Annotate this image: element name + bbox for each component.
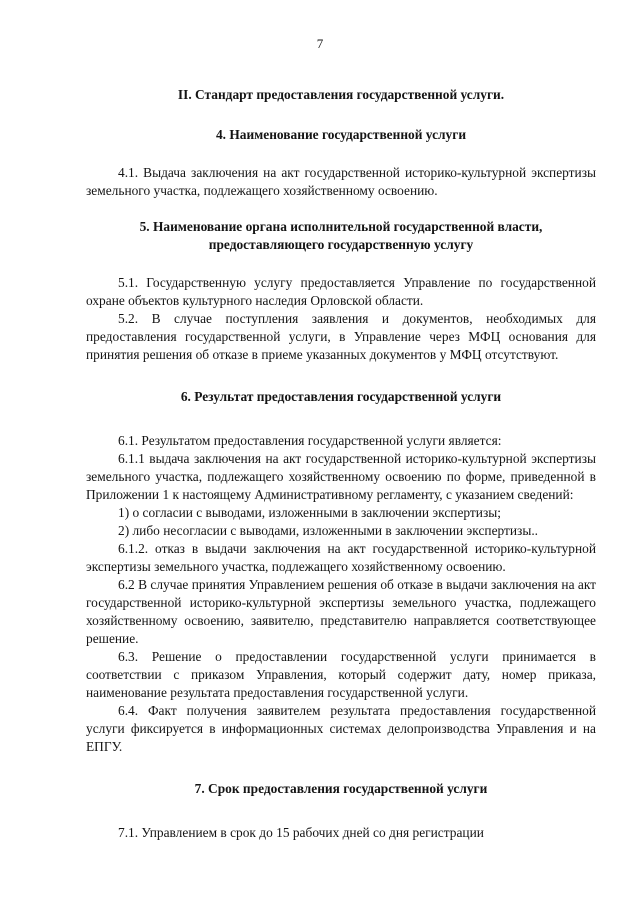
section-title: II. Стандарт предоставления государственной услуги. [177, 87, 505, 102]
paragraph-5-2: 5.2. В случае поступления заявления и документов, необходимых для предоставления государственной услуги, в Управление через МФЦ основания для принятия решения об отказе в приеме указанных документов у МФЦ отсутствуют. [86, 311, 596, 362]
paragraph-6-1-1: 6.1.1 выдача заключения на акт государственной историко-культурной экспертизы земельного участка, подлежащего хозяйственному освоению по форме, приведенной в Приложении 1 к настоящему Административному регламенту, с указанием сведений: [86, 451, 596, 502]
paragraph-6-1: 6.1. Результатом предоставления государственной услуги является: [118, 433, 502, 448]
paragraph-4-1: 4.1. Выдача заключения на акт государственной историко-культурной экспертизы земельного участка, подлежащего хозяйственному освоению. [86, 165, 596, 198]
paragraph-6-3: 6.3. Решение о предоставлении государственной услуги принимается в соответствии с приказом Управления, который содержит дату, номер приказа, наименование результата предоставления государственной услуги. [86, 649, 596, 700]
heading-4: 4. Наименование государственной услуги [215, 127, 467, 142]
paragraph-6-4: 6.4. Факт получения заявителем результата предоставления государственной услуги фиксируется в информационных системах делопроизводства Управления и на ЕПГУ. [86, 703, 596, 754]
paragraph-7-1: 7.1. Управлением в срок до 15 рабочих дней со дня регистрации [118, 825, 484, 840]
heading-6: 6. Результат предоставления государственной услуги [180, 389, 502, 404]
paragraph-6-2: 6.2 В случае принятия Управлением решения об отказе в выдачи заключения на акт государственной историко-культурной экспертизы земельного участка, подлежащего хозяйственному освоению, заявителю, представителю направляется соответствующее решение. [86, 577, 596, 646]
document-body [86, 86, 596, 842]
paragraph-6-1-2: 6.1.2. отказ в выдачи заключения на акт государственной историко-культурной экспертизы земельного участка, подлежащего хозяйственному освоению. [86, 541, 596, 574]
list-item-2: 2) либо несогласии с выводами, изложенными в заключении экспертизы.. [118, 523, 539, 538]
heading-5-line-2: предоставляющего государственную услугу [208, 237, 474, 252]
heading-5-line-1: 5. Наименование органа исполнительной государственной власти, [139, 219, 543, 234]
page-number: 7 [316, 36, 324, 51]
paragraph-5-1: 5.1. Государственную услугу предоставляется Управление по государственной охране объектов культурного наследия Орловской области. [86, 275, 596, 308]
list-item-1: 1) о согласии с выводами, изложенными в заключении экспертизы; [118, 505, 501, 520]
heading-7: 7. Срок предоставления государственной услуги [194, 781, 488, 796]
heading-5 [86, 218, 596, 254]
